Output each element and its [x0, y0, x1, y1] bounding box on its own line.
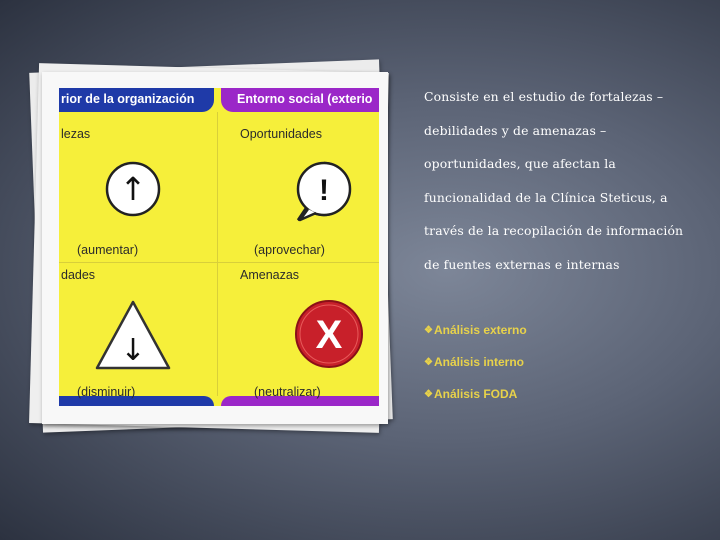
up-arrow-icon: [104, 160, 162, 222]
diamond-bullet-icon: ❖: [424, 324, 433, 336]
foda-matrix: [59, 88, 379, 406]
analysis-bullet-list: [424, 314, 527, 410]
bullet-item-external: [424, 314, 527, 346]
bullet-item-internal: [424, 346, 527, 378]
description-line: de fuentes externas e internas: [424, 256, 620, 272]
down-arrow-glyph: ↓: [120, 333, 146, 368]
matrix-horizontal-divider: [59, 262, 379, 263]
internal-header-label: rior de la organización: [61, 92, 195, 106]
up-arrow-glyph: ↑: [119, 170, 147, 208]
diamond-bullet-icon: ❖: [424, 388, 433, 400]
quadrant-strengths-title: lezas: [61, 127, 91, 141]
quadrant-weaknesses-title: dades: [61, 268, 96, 282]
x-glyph: X: [315, 313, 343, 357]
description-line: oportunidades, que afectan la: [424, 156, 616, 172]
down-arrow-triangle-icon: [93, 298, 173, 376]
quadrant-weaknesses-hint: (disminuir): [77, 385, 136, 399]
description-line: Consiste en el estudio de fortalezas –: [424, 89, 664, 104]
bullet-label: Análisis FODA: [433, 387, 518, 401]
exclamation-bubble-icon: [294, 160, 354, 228]
quadrant-strengths-hint: (aumentar): [77, 243, 139, 257]
diamond-bullet-icon: ❖: [424, 356, 433, 368]
x-octagon-icon: [293, 298, 365, 374]
exclamation-glyph: !: [319, 174, 329, 207]
matrix-vertical-divider: [217, 112, 218, 396]
quadrant-opportunities-hint: (aprovechar): [254, 243, 325, 257]
external-header-label: Entorno social (exterio: [237, 92, 373, 106]
bullet-label: Análisis externo: [433, 323, 527, 337]
description-line: debilidades y de amenazas –: [424, 122, 607, 138]
description-line: través de la recopilación de información: [424, 223, 684, 239]
bullet-item-foda: [424, 378, 527, 410]
description-text-block: [424, 80, 714, 282]
quadrant-threats-title: Amenazas: [240, 268, 300, 282]
bullet-label: Análisis interno: [433, 355, 524, 369]
photo-frame-front: [42, 72, 388, 424]
foda-image-stack: [28, 62, 393, 434]
quadrant-threats-hint: (neutralizar): [254, 385, 321, 399]
description-line: funcionalidad de la Clínica Steticus, a: [424, 189, 668, 205]
quadrant-opportunities-title: Oportunidades: [240, 127, 323, 141]
